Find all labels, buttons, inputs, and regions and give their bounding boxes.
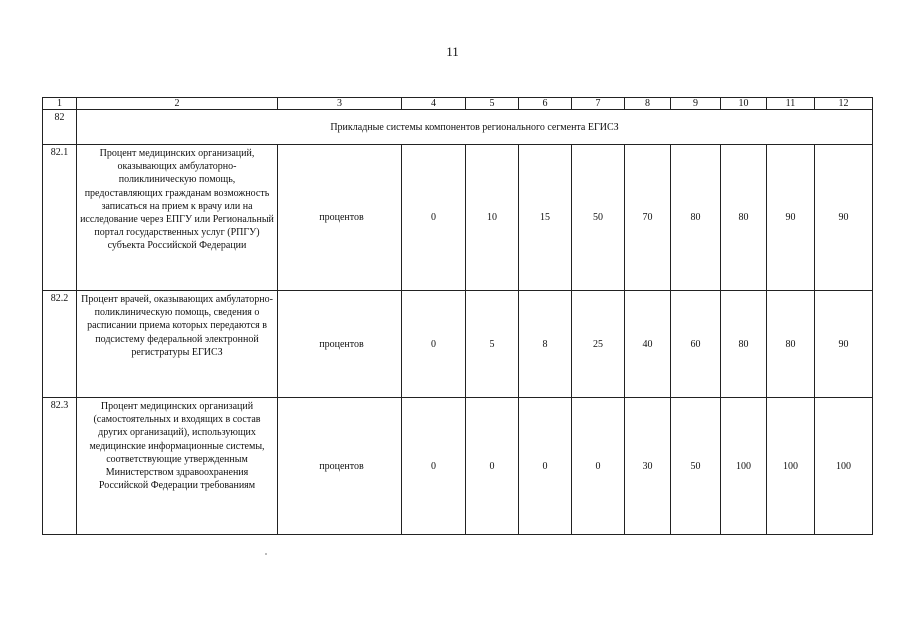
value-cell: 30 [625, 398, 671, 535]
value-cell: 80 [721, 145, 767, 291]
value-cell: 80 [767, 291, 815, 398]
value-cell: 80 [671, 145, 721, 291]
value-cell: 0 [466, 398, 519, 535]
value-cell: 40 [625, 291, 671, 398]
indicator-name: Процент медицинских организаций, оказывающих амбулаторно-поликлиническую помощь, предоставляющих гражданам возможность записаться на прием к врачу или на исследование через ЕПГУ или Региональный портал государственных услуг (РПГУ) субъекта Российской Федерации [77, 145, 278, 291]
column-header: 5 [466, 98, 519, 110]
column-header: 7 [572, 98, 625, 110]
section-row [43, 110, 873, 145]
value-cell: 0 [402, 398, 466, 535]
value-cell: 90 [815, 291, 873, 398]
value-cell: 90 [767, 145, 815, 291]
value-cell: 0 [402, 145, 466, 291]
indicator-name: Процент медицинских организаций (самостоятельных и входящих в состав других организаций), использующих медицинские информационные системы, соответствующие утвержденным Министерством здравоохранения Российской Федерации требованиям [77, 398, 278, 535]
row-number: 82.1 [43, 145, 77, 291]
section-number: 82 [43, 110, 77, 145]
column-header: 4 [402, 98, 466, 110]
page-number: 11 [446, 44, 459, 59]
value-cell: 25 [572, 291, 625, 398]
column-header: 9 [671, 98, 721, 110]
value-cell: 100 [721, 398, 767, 535]
column-number-row [43, 98, 873, 110]
value-cell: 70 [625, 145, 671, 291]
value-cell: 10 [466, 145, 519, 291]
section-title: Прикладные системы компонентов регионального сегмента ЕГИСЗ [77, 110, 873, 145]
column-header: 1 [43, 98, 77, 110]
indicator-name: Процент врачей, оказывающих амбулаторно-поликлиническую помощь, сведения о расписании приема которых передаются в подсистему федеральной электронной регистратуры ЕГИСЗ [77, 291, 278, 398]
value-cell: 0 [519, 398, 572, 535]
value-cell: 15 [519, 145, 572, 291]
column-header: 12 [815, 98, 873, 110]
unit-cell: процентов [278, 291, 402, 398]
unit-cell: процентов [278, 398, 402, 535]
column-header: 11 [767, 98, 815, 110]
table-row [43, 145, 873, 291]
row-number: 82.3 [43, 398, 77, 535]
value-cell: 100 [767, 398, 815, 535]
value-cell: 60 [671, 291, 721, 398]
table-row [43, 291, 873, 398]
value-cell: 80 [721, 291, 767, 398]
value-cell: 50 [572, 145, 625, 291]
value-cell: 90 [815, 145, 873, 291]
indicators-table [42, 97, 873, 535]
column-header: 8 [625, 98, 671, 110]
scan-artifact [265, 553, 267, 555]
table-row [43, 398, 873, 535]
value-cell: 0 [572, 398, 625, 535]
value-cell: 8 [519, 291, 572, 398]
column-header: 3 [278, 98, 402, 110]
value-cell: 50 [671, 398, 721, 535]
column-header: 6 [519, 98, 572, 110]
unit-cell: процентов [278, 145, 402, 291]
value-cell: 0 [402, 291, 466, 398]
value-cell: 100 [815, 398, 873, 535]
row-number: 82.2 [43, 291, 77, 398]
value-cell: 5 [466, 291, 519, 398]
column-header: 10 [721, 98, 767, 110]
column-header: 2 [77, 98, 278, 110]
